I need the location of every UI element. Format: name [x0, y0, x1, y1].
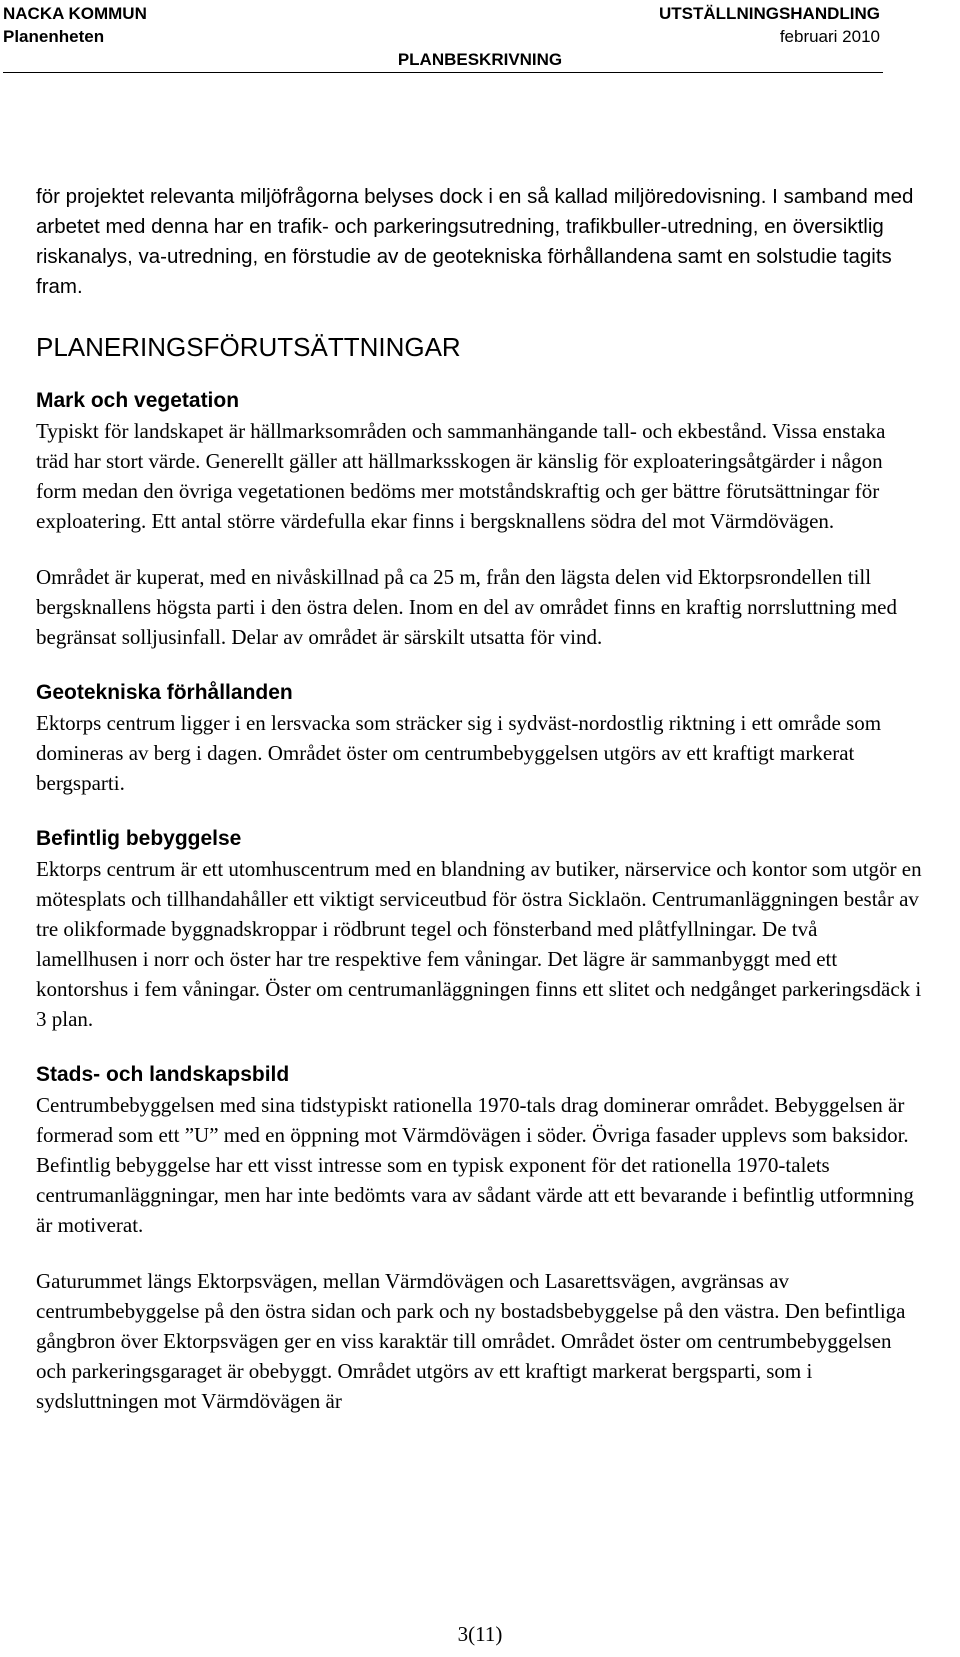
paragraph-bebyggelse: Ektorps centrum är ett utomhuscentrum med en blandning av butiker, närservice och kontor som utgör en mötesplats och tillhandahåller ett viktigt serviceutbud för östra Sicklaön. Centrumanläggningen består av tre olikformade byggnadskroppar i rödbrunt tegel och fönsterband med plåtfyllningar. De två lamellhusen i norr och öster har tre respektive fem våningar. Det lägre är sammanbyggt med ett kontorshus i fem våningar. Öster om centrumanläggningen finns ett slitet och nedgånget parkeringsdäck i 3 plan.: [36, 857, 922, 1031]
paragraph-mark-2: Området är kuperat, med en nivåskillnad på ca 25 m, från den lägsta delen vid Ektorpsrondellen till bergsknallens högsta parti i den östra delen. Inom en del av området finns en kraftig norrsluttning med begränsat solljusinfall. Delar av området är särskilt utsatta för vind.: [36, 565, 897, 649]
page-header: [0, 0, 960, 74]
header-document-title: PLANBESKRIVNING: [397, 50, 563, 69]
heading-befintlig-bebyggelse: Befintlig bebyggelse: [36, 827, 242, 850]
paragraph-geo: Ektorps centrum ligger i en lersvacka som sträcker sig i sydväst-nordostlig riktning i ett område som domineras av berg i dagen. Området öster om centrumbebyggelsen utgörs av ett kraftigt markerat bergsparti.: [36, 711, 882, 795]
heading-stads-och-landskapsbild: Stads- och landskapsbild: [36, 1063, 290, 1086]
page-number: 3(11): [457, 1622, 503, 1646]
header-organization: NACKA KOMMUN: [3, 4, 147, 23]
document-body: [36, 182, 922, 1416]
paragraph-mark-1: Typiskt för landskapet är hällmarksområden och sammanhängande tall- och ekbestånd. Vissa enstaka träd har stort värde. Generellt gäller att hällmarksskogen är känslig för exploateringsåtgärder i någon form medan den övriga vegetationen bedöms mer motståndskraftig och ger bättre förutsättningar för exploatering. Ett antal större värdefulla ekar finns i bergsknallens södra del mot Värmdövägen.: [36, 419, 886, 533]
header-document-type: UTSTÄLLNINGSHANDLING: [659, 4, 880, 23]
heading-mark-och-vegetation: Mark och vegetation: [36, 389, 240, 412]
header-unit: Planenheten: [3, 27, 105, 46]
section-title: PLANERINGSFÖRUTSÄTTNINGAR: [36, 332, 461, 362]
paragraph-stadsbild-2: Gaturummet längs Ektorpsvägen, mellan Värmdövägen och Lasarettsvägen, avgränsas av centrumbebyggelse på den östra sidan och park och ny bostadsbebyggelse på den västra. Den befintliga gångbron över Ektorpsvägen ger en viss karaktär till området. Området öster om centrumbebyggelsen och parkeringsgaraget är obebyggt. Området utgörs av ett kraftigt markerat bergsparti, som i sydsluttningen mot Värmdövägen är: [36, 1269, 906, 1413]
header-divider: [3, 72, 883, 73]
header-date: februari 2010: [779, 27, 880, 46]
heading-geotekniska-forhallanden: Geotekniska förhållanden: [36, 681, 293, 704]
intro-paragraph: för projektet relevanta miljöfrågorna belyses dock i en så kallad miljöredovisning. I samband med arbetet med denna har en trafik- och parkeringsutredning, trafikbuller-utredning, en översiktlig riskanalys, va-utredning, en förstudie av de geotekniska förhållandena samt en solstudie tagits fram.: [36, 185, 914, 298]
paragraph-stadsbild-1: Centrumbebyggelsen med sina tidstypiskt rationella 1970-tals drag dominerar området. Bebyggelsen är formerad som ett ”U” med en öppning mot Värmdövägen i söder. Övriga fasader upplevs som baksidor. Befintlig bebyggelse har ett visst intresse som en typisk exponent för det rationella 1970-talets centrumanläggningar, men har inte bedömts vara av sådant värde att ett bevarande i befintlig utformning är motiverat.: [36, 1093, 914, 1237]
